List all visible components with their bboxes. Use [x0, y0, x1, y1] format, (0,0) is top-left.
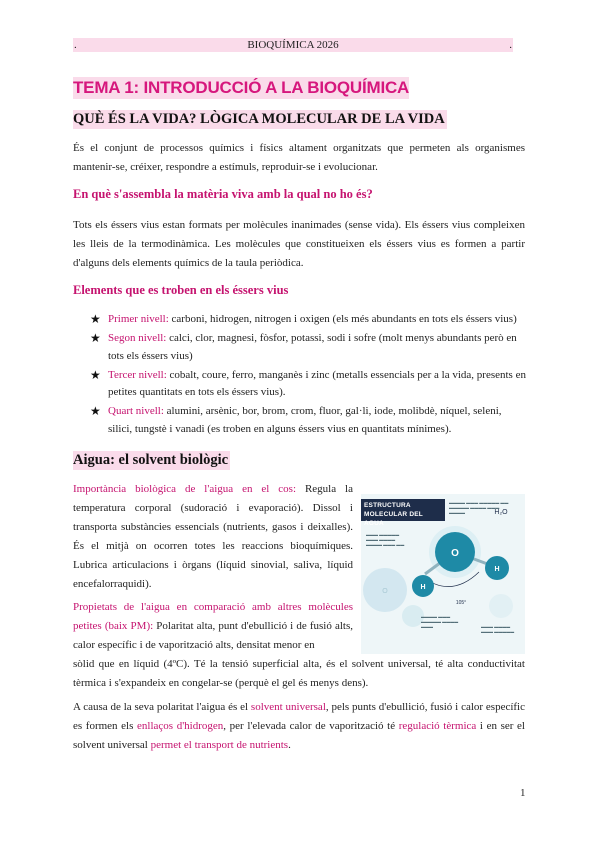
list-item [90, 367, 526, 402]
figure-title: ESTRUCTURA MOLECULAR DEL AGUA [361, 499, 445, 521]
list-item [90, 330, 526, 365]
header-dot-right: . [509, 39, 512, 51]
hydrogen-label-left: H [420, 584, 426, 591]
star-icon: ★ [90, 312, 101, 326]
properties-text: Polaritat alta, punt d'ebullició i de fusió alts, calor específic i de vaporització alts, densitat menor en [73, 620, 353, 651]
angle-label: 105° [455, 600, 467, 606]
running-header [73, 38, 513, 52]
item-text: carboni, hidrogen, nitrogen i oxigen (els més abundants en tots els éssers vius) [168, 313, 517, 325]
page-title: TEMA 1: INTRODUCCIÓ A LA BIOQUÍMICA [73, 78, 410, 97]
star-icon: ★ [90, 404, 101, 418]
star-icon: ★ [90, 367, 101, 382]
hydrogen-label-right: H [494, 566, 500, 573]
properties-label: Propietats de l'aigua en comparació amb altres molècules petites (baix PM): [73, 601, 353, 632]
title-block [73, 78, 409, 100]
link-solvent: solvent universal [250, 701, 326, 713]
list-item [90, 311, 526, 329]
link-thermal: regulació tèrmica [398, 720, 477, 732]
conclusion-text-c: , per l'elevada calor de vaporització té [223, 720, 399, 732]
item-label: Segon nivell: [108, 332, 167, 344]
list-item [90, 403, 526, 438]
item-text: cobalt, coure, ferro, manganès i zinc (metalls essencials per a la vida, presents en petites quantitats en tots els éssers vius). [108, 368, 526, 398]
figure-note-right: ▬▬▬ ▬▬▬▬ ▬▬▬ ▬▬▬▬▬ [481, 624, 515, 634]
section2-heading-block [73, 451, 230, 469]
subheading-elements: Elements que es troben en els éssers vius [73, 283, 289, 297]
item-text: calci, clor, magnesi, fòsfor, potassi, sodi i sofre (molt menys abundants però en tots els éssers vius) [108, 332, 517, 362]
importance-label: Importància biològica de l'aigua en el cos: [73, 483, 297, 495]
water-properties-paragraph [73, 598, 353, 655]
header-dot-left: . [74, 39, 77, 51]
item-label: Quart nivell: [108, 405, 164, 417]
item-label: Primer nivell: [108, 313, 169, 325]
conclusion-text-d: i en ser el solvent universal [73, 720, 525, 751]
figure-note-bottom: ▬▬▬▬ ▬▬▬ ▬▬▬▬▬ ▬▬▬▬ ▬▬▬ [421, 614, 459, 629]
page-number: 1 [520, 787, 526, 799]
water-properties-continued: sòlid que en líquid (4ºC). Té la tensió superficial alta, és el solvent universal, té alta conductivitat tèrmica i s'expandeix en congelar-se (perquè el gel és menys dens). [73, 658, 525, 689]
water-molecule-figure [361, 494, 525, 654]
header-text: BIOQUÍMICA 2026 [247, 39, 339, 51]
conclusion-text-b: , pels punts d'ebullició, fusió i calor específic es formen els [73, 701, 525, 732]
oxygen-label: O [451, 548, 459, 559]
section2-heading: Aigua: el solvent biològic [73, 452, 229, 468]
item-text: alumini, arsènic, bor, brom, crom, fluor, gal·li, iode, molibdè, níquel, seleni, silici, tungstè i vanadi (es troben en alguns éssers vius en quantitats mínimes). [108, 405, 502, 435]
faint-oxygen-label: O [382, 588, 388, 595]
section1-heading-block [73, 110, 447, 128]
star-icon: ★ [90, 331, 101, 345]
faint-circle-right [489, 594, 513, 618]
section1-heading: QUÈ ÉS LA VIDA? LÒGICA MOLECULAR DE LA VIDA [73, 111, 445, 127]
elements-list [90, 311, 526, 440]
figure-note-top: ▬▬▬▬ ▬▬▬ ▬▬▬▬▬ ▬▬ ▬▬▬▬▬ ▬▬▬▬ ▬▬▬ ▬▬▬▬ [449, 500, 509, 515]
link-transport: permet el transport de nutrients [150, 739, 289, 751]
item-label: Tercer nivell: [108, 368, 167, 381]
matter-paragraph: Tots els éssers vius estan formats per molècules inanimades (sense vida). Els éssers vius compleixen les lleis de la termodinàmica. Les molècules que constitueixen els éssers vius es formen a partir d'alguns dels elements químics de la taula periòdica. [73, 219, 525, 269]
formula-label: H₂O [494, 509, 508, 516]
section1-paragraph: És el conjunt de processos químics i físics altament organitzats que permeten als organismes mantenir-se, créixer, respondre a estímuls, reproduir-se i evolucionar. [73, 142, 525, 173]
importance-text: Regula la temperatura corporal (sudoració i evaporació). Dissol i transporta substàncies essencials (nutrients, gasos i deixalles). És el mitjà on ocorren totes les reaccions bioquímiques. Lubrica articulacions i òrgans (líquid sinovial, saliva, líquid encefalorraquidi). [73, 483, 353, 590]
link-hydrogen-bonds: enllaços d'hidrogen [137, 720, 224, 732]
figure-note-left: ▬▬▬ ▬▬▬▬▬ ▬▬▬ ▬▬▬▬ ▬▬▬▬ ▬▬▬ ▬▬ [366, 532, 405, 547]
conclusion-text-e: . [288, 739, 291, 751]
subheading-matter: En què s'assembla la matèria viva amb la qual no ho és? [73, 187, 373, 201]
conclusion-text-a: A causa de la seva polaritat l'aigua és el [73, 701, 251, 713]
water-importance-paragraph [73, 480, 353, 594]
conclusion-paragraph [73, 698, 525, 755]
